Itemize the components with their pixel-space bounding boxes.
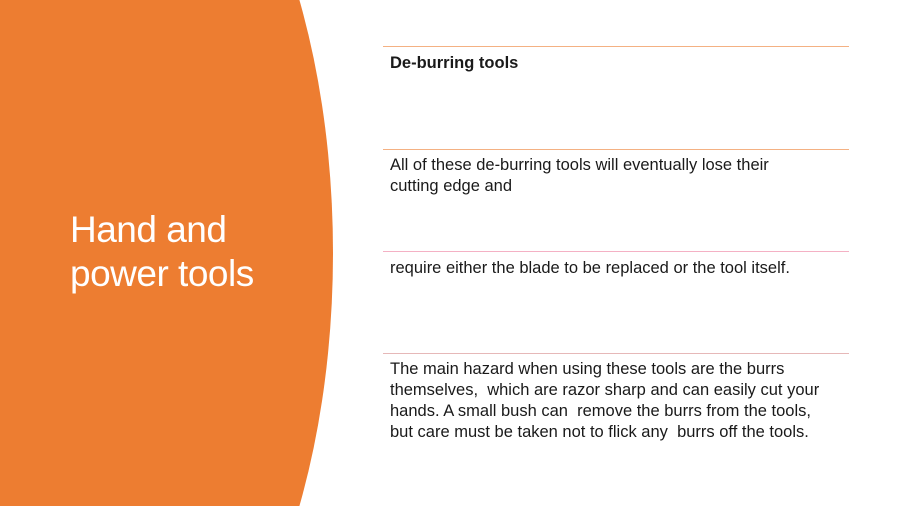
row-text-lose-cutting-edge bbox=[390, 155, 845, 197]
row-divider-4 bbox=[383, 353, 849, 354]
row-2-line-2: cutting edge and bbox=[390, 177, 513, 195]
row-4-line-2: themselves, which are razor sharp and can easily cut your bbox=[390, 381, 820, 399]
row-4-line-3: hands. A small bush can remove the burrs from the tools, bbox=[390, 402, 811, 420]
slide-title-line-1: Hand and bbox=[70, 209, 227, 250]
slide-title-line-2: power tools bbox=[70, 253, 254, 294]
row-divider-1 bbox=[383, 46, 849, 47]
row-divider-3 bbox=[383, 251, 849, 252]
row-text-main-hazard bbox=[390, 359, 845, 443]
row-2-line-1: All of these de-burring tools will eventually lose their bbox=[390, 156, 769, 174]
row-text-blade-replaced: require either the blade to be replaced or the tool itself. bbox=[390, 259, 790, 277]
slide-title bbox=[70, 208, 310, 296]
row-4-line-4: but care must be taken not to flick any burrs off the tools. bbox=[390, 423, 809, 441]
row-heading-deburring-tools: De-burring tools bbox=[390, 54, 519, 72]
row-4-line-1: The main hazard when using these tools are the burrs bbox=[390, 360, 785, 378]
row-divider-2 bbox=[383, 149, 849, 150]
